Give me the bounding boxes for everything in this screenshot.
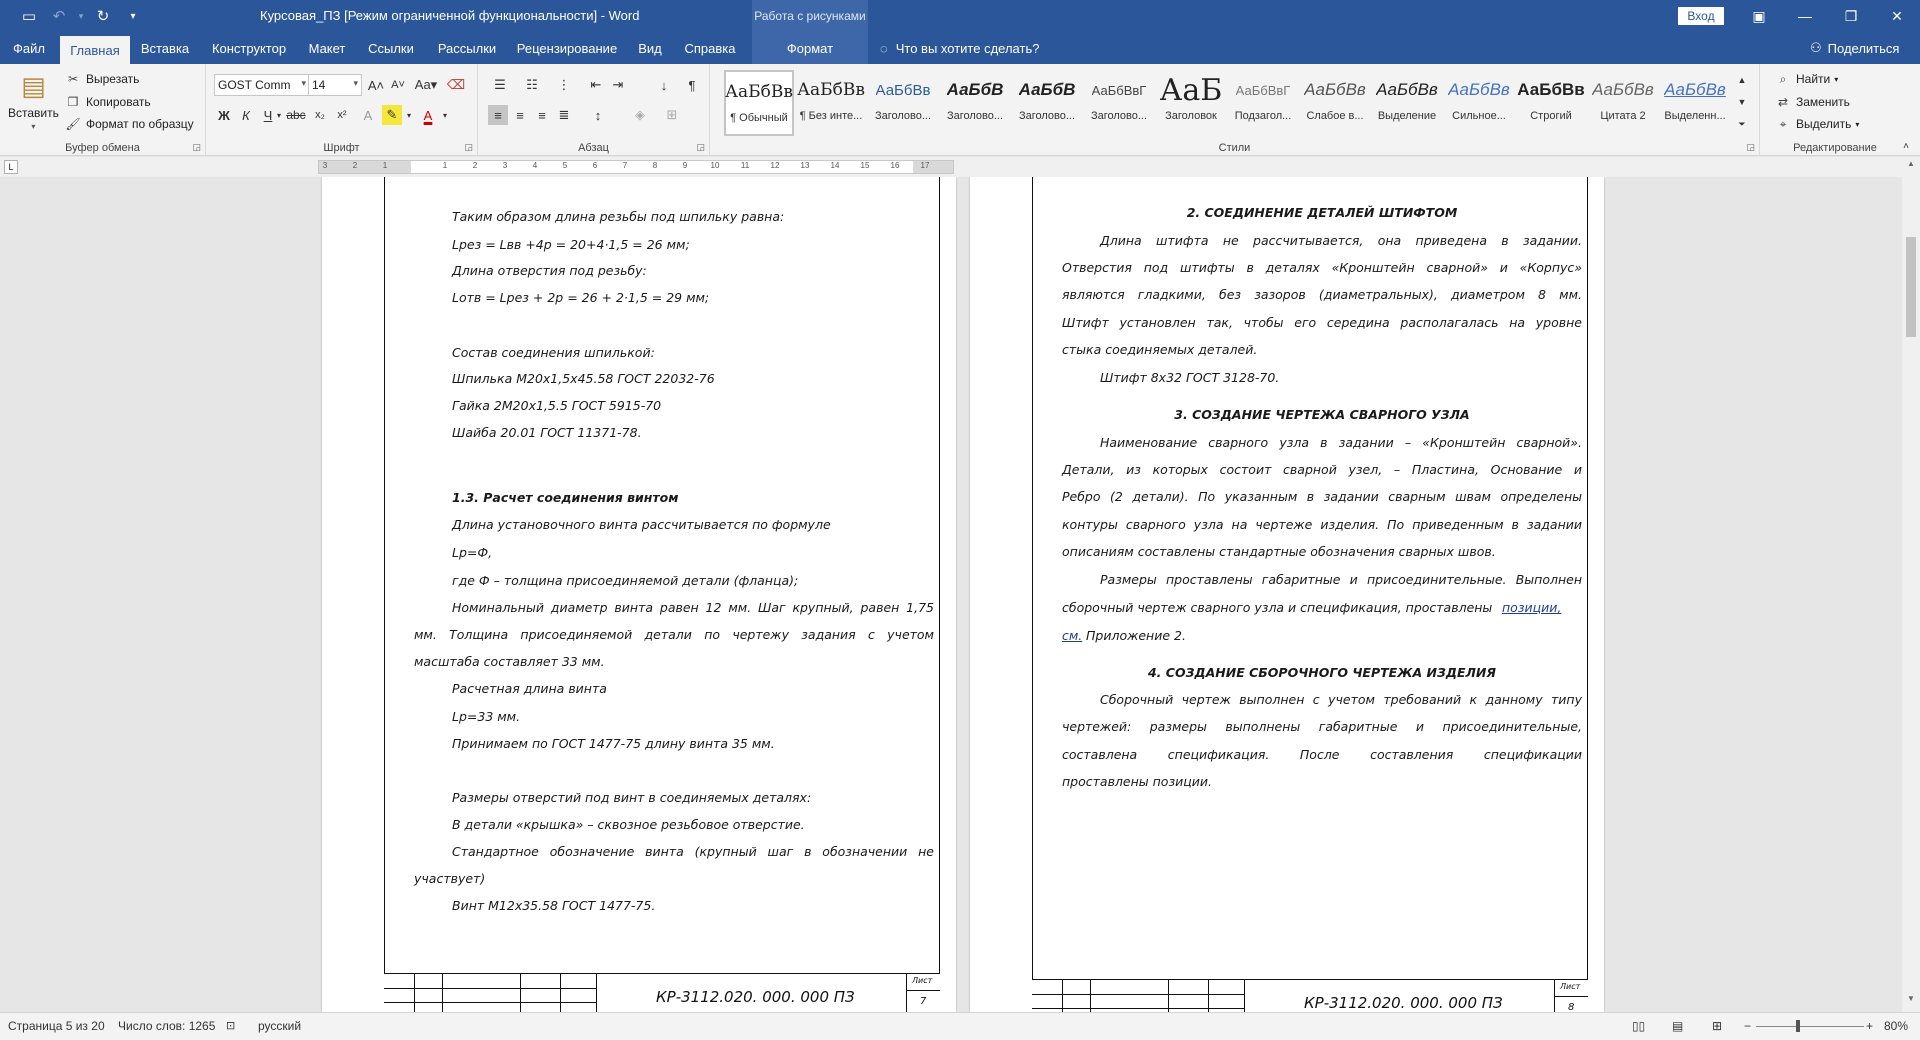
ruler-number: 12: [770, 161, 780, 170]
chevron-down-icon: ▾: [301, 78, 306, 88]
style-heading2[interactable]: [940, 70, 1010, 136]
style-preview: АаБбВв: [875, 81, 931, 99]
quick-access-toolbar: [14, 0, 148, 32]
style-preview: АаБбВв: [1304, 80, 1366, 99]
font-color-dropdown-icon[interactable]: ▾: [442, 110, 447, 120]
ruler-number: 3: [502, 161, 508, 170]
ruler-number: 1: [382, 161, 388, 170]
tab-home[interactable]: Главная: [60, 36, 130, 64]
tab-layout[interactable]: Макет: [308, 40, 346, 56]
grow-font-icon[interactable]: A˄: [367, 77, 385, 93]
customize-qat-icon[interactable]: ▾: [130, 10, 136, 22]
ruler-number: 6: [592, 161, 598, 170]
style-quote[interactable]: [1588, 70, 1658, 136]
sheet-number: 7: [920, 996, 927, 1007]
ruler-number: 4: [532, 161, 538, 170]
word-count[interactable]: Число слов: 1265: [118, 1019, 216, 1033]
text-line: сборочный чертеж сварного узла и спецификация, проставлены: [1062, 600, 1493, 615]
person-icon: ⚇: [1810, 40, 1822, 55]
title-bar: [0, 0, 1920, 32]
replace-icon: ⇄: [1777, 95, 1789, 109]
style-name: Заголовок: [1165, 110, 1217, 122]
style-preview: АаБбВв: [725, 82, 793, 102]
signin-button[interactable]: Вход: [1678, 7, 1724, 25]
pilcrow-icon[interactable]: ¶: [688, 77, 696, 93]
search-icon: ⌕: [1779, 71, 1787, 86]
italic-button[interactable]: К: [242, 107, 250, 123]
text-line: Расчетная длина винта: [452, 681, 607, 696]
multilevel-list-icon[interactable]: ⋮: [557, 77, 571, 92]
font-size-value: 14: [312, 78, 326, 92]
increase-indent-icon[interactable]: ⇥: [612, 77, 624, 92]
tell-me-text: Что вы хотите сделать?: [895, 40, 1040, 56]
paste-label: Вставить: [8, 106, 59, 120]
paragraph-group-label: Абзац: [578, 142, 609, 154]
document-code: КР-3112.020. 000. 000 ПЗ: [1304, 994, 1503, 1012]
find-button[interactable]: [1774, 70, 1838, 88]
style-subtitle[interactable]: [1228, 70, 1298, 136]
text-line: Гайка 2М20х1,5.5 ГОСТ 5915-70: [452, 398, 662, 413]
text-line: Ребро (2 детали). По указанным в задании сварным швам определены: [1062, 489, 1582, 504]
ruler-number: 2: [352, 161, 358, 170]
editing-group-label: Редактирование: [1793, 142, 1877, 154]
text-effects-icon[interactable]: A: [363, 107, 373, 123]
underline-dropdown-icon[interactable]: ▾: [276, 110, 281, 120]
chevron-down-icon: ▾: [353, 78, 358, 88]
style-preview: АаБбВ: [1018, 80, 1076, 99]
style-name: Заголово...: [874, 110, 932, 122]
scroll-down-icon[interactable]: ▼: [1907, 994, 1915, 1003]
text-line: Наименование сварного узла в задании – «Кронштейн сварной».: [1100, 435, 1582, 450]
style-heading3[interactable]: [1012, 70, 1082, 136]
style-heading4[interactable]: [1084, 70, 1154, 136]
ruler-number: 9: [682, 161, 688, 170]
chevron-down-icon: ▾: [1855, 119, 1860, 129]
text-line: Lотв = Lрез + 2p = 26 + 2·1,5 = 29 мм;: [452, 290, 710, 305]
cursor-icon: ⌖: [1779, 116, 1787, 131]
horizontal-ruler[interactable]: [318, 160, 954, 174]
ruler-number: 11: [740, 161, 750, 170]
text-line: являются гладкими, без зазоров (диаметральных), диаметром 8 мм.: [1062, 287, 1582, 302]
brush-icon: 🖌: [65, 117, 81, 131]
paste-dropdown-icon: ▾: [31, 122, 36, 131]
ruler-number: 10: [710, 161, 720, 170]
share-label: Поделиться: [1827, 40, 1900, 56]
close-icon[interactable]: ✕: [1891, 7, 1903, 24]
styles-scroll-down-icon[interactable]: ▼: [1737, 97, 1747, 107]
shading-icon[interactable]: ◈: [635, 107, 645, 122]
ruler-number: 1: [442, 161, 448, 170]
replace-button[interactable]: [1774, 93, 1850, 111]
tab-format[interactable]: Формат: [752, 32, 868, 64]
ruler-number: 13: [800, 161, 810, 170]
share-button[interactable]: [1810, 32, 1899, 64]
text-line: Размеры проставлены габаритные и присоединительные. Выполнен: [1100, 572, 1582, 587]
ruler-number: 7: [622, 161, 628, 170]
style-preview: АаБбВв: [1376, 80, 1438, 99]
language[interactable]: русский: [258, 1019, 302, 1033]
text-line: Приложение 2.: [1086, 628, 1186, 643]
section-heading: 4. СОЗДАНИЕ СБОРОЧНОГО ЧЕРТЕЖА ИЗДЕЛИЯ: [1147, 665, 1497, 680]
sort-icon[interactable]: ↓: [660, 77, 668, 93]
style-name: Заголово...: [1090, 110, 1148, 122]
section-heading: 2. СОЕДИНЕНИЕ ДЕТАЛЕЙ ШТИФТОМ: [1186, 205, 1458, 220]
ribbon: [0, 64, 1920, 156]
paste-icon: ▤: [21, 70, 46, 101]
font-group-label: Шрифт: [323, 142, 360, 154]
copy-label: Копировать: [86, 95, 151, 109]
style-name: ¶ Обычный: [730, 112, 788, 124]
document-area[interactable]: [0, 177, 1902, 1012]
style-no-spacing[interactable]: [796, 70, 866, 136]
page-left[interactable]: [322, 177, 956, 1012]
restore-icon[interactable]: ❐: [1844, 7, 1858, 24]
text-line: Отверстия под штифты в деталях «Кронштейн сварной» и «Корпус»: [1062, 260, 1582, 275]
font-launcher-icon[interactable]: ◲: [464, 142, 473, 152]
minimize-icon[interactable]: —: [1798, 8, 1812, 24]
scroll-up-icon[interactable]: ▲: [1907, 159, 1915, 168]
cut-label: Вырезать: [86, 72, 140, 86]
style-intense-emphasis[interactable]: [1444, 70, 1514, 136]
style-name: Заголово...: [946, 110, 1004, 122]
ribbon-tabs: [0, 32, 1920, 64]
strikethrough-icon[interactable]: abc: [286, 108, 306, 122]
align-right-icon[interactable]: ≡: [538, 107, 546, 123]
ruler-number: 5: [562, 161, 568, 170]
style-emphasis[interactable]: [1372, 70, 1442, 136]
scissors-icon: ✂: [67, 72, 79, 86]
text-line: Шпилька М20х1,5х45.58 ГОСТ 22032-76: [452, 371, 715, 386]
style-preview: АаБбВв: [1448, 80, 1510, 99]
ruler-number: 16: [890, 161, 900, 170]
ruler-number: 15: [860, 161, 870, 170]
text-line: проставлены позиции.: [1062, 774, 1212, 789]
scroll-thumb[interactable]: [1906, 237, 1916, 337]
tab-mailings[interactable]: Рассылки: [437, 40, 497, 56]
style-title[interactable]: [1156, 70, 1226, 136]
style-preview: АаБбВв: [797, 80, 865, 100]
tab-help[interactable]: Справка: [684, 40, 736, 56]
styles-group-label: Стили: [1218, 142, 1251, 154]
ruler-number: 8: [652, 161, 658, 170]
tab-insert[interactable]: Вставка: [140, 40, 190, 56]
shrink-font-icon[interactable]: A˅: [391, 79, 405, 91]
undo-icon[interactable]: ↶: [52, 8, 66, 25]
bold-button[interactable]: Ж: [218, 107, 230, 123]
editing-group: [1760, 64, 1910, 156]
highlight-color-icon[interactable]: ✎: [382, 105, 402, 125]
undo-dropdown-icon[interactable]: ▾: [78, 10, 84, 21]
zoom-slider-thumb[interactable]: [1796, 1020, 1800, 1032]
text-line: Lрез = Lвв +4p = 20+4·1,5 = 26 мм;: [452, 237, 690, 252]
document-title: Курсовая_ПЗ [Режим ограниченной функциональности] - Word: [260, 8, 640, 23]
clipboard-group: [0, 64, 206, 156]
style-name: Слабое в...: [1306, 110, 1364, 122]
ruler-bar: [0, 157, 1920, 177]
style-preview: АаБ: [1159, 72, 1223, 108]
tab-design[interactable]: Конструктор: [211, 40, 287, 56]
select-button[interactable]: [1774, 115, 1859, 133]
save-icon[interactable]: ▭: [21, 8, 37, 25]
line-spacing-icon[interactable]: ↕: [594, 107, 602, 123]
font-color-icon[interactable]: A: [423, 107, 433, 123]
title-block: [1032, 979, 1588, 1012]
link-positions[interactable]: позиции,: [1502, 600, 1562, 615]
text-line: составлена спецификация. После составления спецификации: [1062, 747, 1582, 762]
text-line: где Ф – толщина присоединяемой детали (фланца);: [452, 573, 799, 588]
text-line: В детали «крышка» – сквозное резьбовое отверстие.: [452, 817, 805, 832]
font-group: [206, 64, 478, 156]
subscript-icon[interactable]: x₂: [315, 109, 325, 121]
tab-references[interactable]: Ссылки: [368, 40, 414, 56]
text-line: Штифт установлен так, чтобы его середина располагалась на уровне: [1062, 315, 1582, 330]
proofing-icon[interactable]: ⊡: [226, 1020, 236, 1032]
zoom-out-icon[interactable]: −: [1744, 1019, 1752, 1033]
ribbon-display-options-icon[interactable]: ▣: [1752, 7, 1766, 24]
text-line: Lр=Ф,: [452, 545, 493, 560]
underline-button[interactable]: Ч: [263, 107, 273, 123]
styles-launcher-icon[interactable]: ◲: [1746, 142, 1755, 152]
align-left-icon[interactable]: ≡: [488, 105, 508, 125]
section-heading: 3. СОЗДАНИЕ ЧЕРТЕЖА СВАРНОГО УЗЛА: [1174, 407, 1470, 422]
format-painter-button[interactable]: [64, 115, 194, 133]
text-line: Шайба 20.01 ГОСТ 11371-78.: [452, 425, 642, 440]
text-line: масштаба составляет 33 мм.: [414, 654, 605, 669]
sheet-label: Лист: [1560, 982, 1581, 991]
style-preview: АаБбВв: [1664, 80, 1726, 99]
text-line: участвует): [414, 871, 486, 886]
font-name-value: GOST Comm: [218, 78, 291, 92]
style-normal[interactable]: [724, 70, 794, 136]
text-line: Винт М12х35.58 ГОСТ 1477-75.: [452, 898, 656, 913]
tell-me-box[interactable]: [880, 32, 1039, 64]
tab-view[interactable]: Вид: [638, 40, 662, 56]
clipboard-launcher-icon[interactable]: ◲: [192, 142, 201, 152]
justify-icon[interactable]: ≣: [558, 107, 570, 122]
style-name: ¶ Без инте...: [799, 110, 863, 122]
style-name: Сильное...: [1452, 110, 1506, 122]
section-heading: 1.3. Расчет соединения винтом: [452, 490, 679, 505]
styles-scroll-up-icon[interactable]: ▲: [1737, 75, 1747, 85]
tab-review[interactable]: Рецензирование: [516, 40, 618, 56]
chevron-down-icon: ▾: [1834, 74, 1839, 84]
tab-file[interactable]: Файл: [13, 40, 45, 56]
ruler-number: 14: [830, 161, 840, 170]
styles-more-icon[interactable]: ⏷: [1738, 118, 1746, 129]
text-line: Сборочный чертеж выполнен с учетом требований к данному типу: [1100, 692, 1582, 707]
style-strong[interactable]: [1516, 70, 1586, 136]
lightbulb-icon: ◌: [880, 40, 888, 56]
ruler-number: 17: [920, 161, 930, 170]
style-name: Выделенн...: [1664, 110, 1726, 122]
text-line: Размеры отверстий под винт в соединяемых деталях:: [452, 790, 812, 805]
text-line: описаниям составлены стандартные обозначения сварных швов.: [1062, 544, 1496, 559]
sheet-label: Лист: [912, 976, 933, 985]
paragraph-launcher-icon[interactable]: ◲: [696, 142, 705, 152]
replace-label: Заменить: [1796, 95, 1850, 109]
page-count[interactable]: Страница 5 из 20: [8, 1019, 105, 1033]
style-name: Заголово...: [1018, 110, 1076, 122]
context-tab-header: Работа с рисунками: [752, 0, 868, 32]
borders-icon[interactable]: ⊞: [666, 107, 678, 122]
style-preview: АаБбВвГ: [1235, 82, 1291, 98]
style-preview: АаБбВ: [946, 80, 1004, 99]
sheet-number: 8: [1568, 1002, 1575, 1012]
web-layout-icon[interactable]: ⊞: [1712, 1019, 1723, 1033]
styles-group: [710, 64, 1760, 156]
copy-button[interactable]: [64, 93, 151, 111]
print-layout-icon[interactable]: ▤: [1672, 1019, 1684, 1033]
page-right[interactable]: [970, 177, 1604, 1012]
ruler-number: 2: [472, 161, 478, 170]
numbering-icon[interactable]: ☷: [526, 77, 538, 92]
text-line: Стандартное обозначение винта (крупный шаг в обозначении не: [452, 844, 934, 859]
style-name: Строгий: [1530, 110, 1572, 122]
text-line: Состав соединения шпилькой:: [452, 345, 655, 360]
text-line: Штифт 8х32 ГОСТ 3128-70.: [1100, 370, 1280, 385]
clipboard-group-label: Буфер обмена: [65, 142, 140, 154]
text-line: контуры сварного узла на чертеже изделия. По приведенным в задании: [1062, 517, 1582, 532]
text-line: мм. Толщина присоединяемой детали по чертежу задания с учетом: [414, 627, 934, 642]
style-subtle-emphasis[interactable]: [1300, 70, 1370, 136]
style-name: Выделение: [1377, 110, 1437, 122]
superscript-icon[interactable]: x²: [337, 109, 347, 121]
decrease-indent-icon[interactable]: ⇤: [590, 77, 602, 92]
tab-selector-icon[interactable]: L: [4, 160, 18, 174]
read-mode-icon[interactable]: ▯▯: [1632, 1019, 1646, 1033]
style-intense-quote[interactable]: [1660, 70, 1730, 136]
change-case-icon[interactable]: Aa▾: [414, 77, 438, 92]
align-center-icon[interactable]: ≡: [516, 107, 524, 123]
link-see[interactable]: см.: [1062, 628, 1083, 643]
paste-button[interactable]: [8, 68, 59, 131]
bullets-icon[interactable]: ☰: [494, 77, 506, 92]
text-line: Длина штифта не рассчитывается, она приведена в задании.: [1100, 233, 1582, 248]
text-line: Длина отверстия под резьбу:: [452, 263, 647, 278]
text-line: Детали, из которых состоит сварной узел, – Пластина, Основание и: [1062, 462, 1582, 477]
zoom-level[interactable]: 80%: [1884, 1019, 1909, 1033]
text-line: Lр=33 мм.: [452, 709, 521, 724]
ruler-number: 3: [322, 161, 328, 170]
copy-icon: ❐: [67, 95, 79, 109]
cut-button[interactable]: [64, 70, 139, 88]
style-heading1[interactable]: [868, 70, 938, 136]
status-bar: [0, 1012, 1920, 1040]
ruler-numbers: [319, 161, 953, 173]
text-line: стыка соединяемых деталей.: [1062, 342, 1258, 357]
style-preview: АаБбВв: [1592, 80, 1654, 99]
highlight-dropdown-icon[interactable]: ▾: [406, 110, 411, 120]
vertical-scrollbar[interactable]: [1902, 157, 1920, 1012]
font-name-combo[interactable]: [214, 74, 310, 96]
document-code: КР-3112.020. 000. 000 ПЗ: [656, 988, 855, 1006]
text-line: Длина установочного винта рассчитывается по формуле: [452, 517, 831, 532]
collapse-ribbon-icon[interactable]: ˄: [1903, 140, 1909, 152]
find-label: Найти: [1796, 72, 1831, 86]
select-label: Выделить: [1796, 117, 1852, 131]
text-line: чертежей: размеры выполнены габаритные и присоединительные,: [1062, 719, 1582, 734]
format-painter-label: Формат по образцу: [86, 117, 194, 131]
text-line: Номинальный диаметр винта равен 12 мм. Шаг крупный, равен 1,75: [452, 600, 934, 615]
font-size-combo[interactable]: [308, 74, 362, 96]
text-line: Таким образом длина резьбы под шпильку равна:: [452, 209, 785, 224]
title-block: [384, 973, 940, 1012]
style-name: Цитата 2: [1600, 110, 1646, 122]
clear-formatting-icon[interactable]: ⌫: [446, 77, 466, 92]
text-line: Принимаем по ГОСТ 1477-75 длину винта 35 мм.: [452, 736, 775, 751]
style-preview: АаБбВвГ: [1091, 82, 1147, 98]
zoom-slider[interactable]: [1756, 1026, 1864, 1027]
page-frame: [1032, 177, 1588, 1012]
zoom-in-icon[interactable]: +: [1866, 1019, 1874, 1033]
paragraph-group: [478, 64, 710, 156]
style-preview: АаБбВв: [1517, 80, 1585, 99]
redo-icon[interactable]: ↻: [96, 8, 110, 25]
style-name: Подзагол...: [1234, 110, 1292, 122]
